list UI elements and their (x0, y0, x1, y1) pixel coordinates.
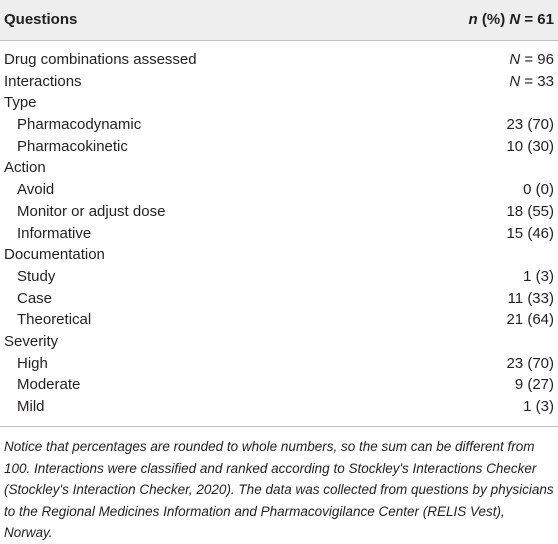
table-row (0, 374, 558, 396)
row-value: 23 (70) (506, 354, 554, 372)
count-column-header (469, 11, 554, 29)
table-header (0, 0, 558, 41)
table-row (0, 201, 558, 223)
row-label: Theoretical (17, 311, 92, 329)
row-value: 9 (27) (514, 376, 554, 394)
row-value: 10 (30) (506, 137, 554, 155)
table-row (0, 49, 558, 71)
table-bottom-rule (0, 426, 558, 427)
row-label: Type (4, 94, 37, 112)
row-label: Severity (4, 332, 59, 350)
row-value: 21 (64) (506, 311, 554, 329)
table-body (0, 49, 558, 418)
questions-column-header: Questions (4, 11, 78, 28)
row-value: 1 (3) (523, 398, 554, 415)
row-label: Drug combinations assessed (4, 51, 197, 68)
table-row (0, 223, 558, 245)
row-label: Informative (17, 224, 92, 242)
table-row (0, 331, 558, 353)
row-value: 18 (55) (506, 202, 554, 220)
table-row (0, 71, 558, 93)
table-row (0, 136, 558, 158)
row-value: 1 (3) (523, 267, 554, 285)
table-footnote: Notice that percentages are rounded to whole numbers, so the sum can be different from 100. Interactions were classified and ranked according to Stockley's Interactions Checker (Stockley's Interaction Checker, 2020). The data was collected from questions by physicians to the Regional Medicines Information and Pharmacovigilance Center (RELIS Vest), Norway. (4, 439, 554, 540)
table-row (0, 288, 558, 310)
row-value-symbol: N (509, 72, 521, 90)
row-label: Pharmacokinetic (17, 137, 128, 155)
row-value (509, 71, 554, 93)
row-value: 15 (46) (506, 224, 554, 242)
row-label: Monitor or adjust dose (17, 202, 166, 220)
row-label: Interactions (4, 72, 82, 90)
row-label: Mild (17, 398, 45, 415)
total-n-value: = 61 (524, 11, 554, 28)
table-row (0, 92, 558, 114)
table-row (0, 157, 558, 179)
row-value (509, 49, 554, 71)
row-value: 23 (70) (506, 116, 554, 134)
row-label: Pharmacodynamic (17, 116, 142, 134)
percent-symbol: (%) (481, 11, 506, 28)
row-label: Documentation (4, 246, 105, 264)
row-value-number: = 96 (524, 51, 554, 68)
table-row (0, 114, 558, 136)
row-value-symbol: N (509, 51, 521, 68)
row-label: Moderate (17, 376, 81, 394)
row-label: Avoid (17, 181, 55, 199)
row-value: 11 (33) (507, 289, 554, 307)
row-label: Case (17, 289, 53, 307)
table-row (0, 396, 558, 418)
table-row (0, 353, 558, 375)
row-label: Study (17, 267, 56, 285)
table-row (0, 309, 558, 331)
table-row (0, 179, 558, 201)
table-row (0, 244, 558, 266)
row-label: High (17, 354, 48, 372)
n-symbol: n (468, 11, 478, 28)
total-n-symbol: N (509, 11, 521, 28)
row-value-number: = 33 (524, 72, 554, 90)
row-label: Action (4, 159, 46, 177)
row-value: 0 (0) (523, 181, 554, 199)
table-row (0, 266, 558, 288)
